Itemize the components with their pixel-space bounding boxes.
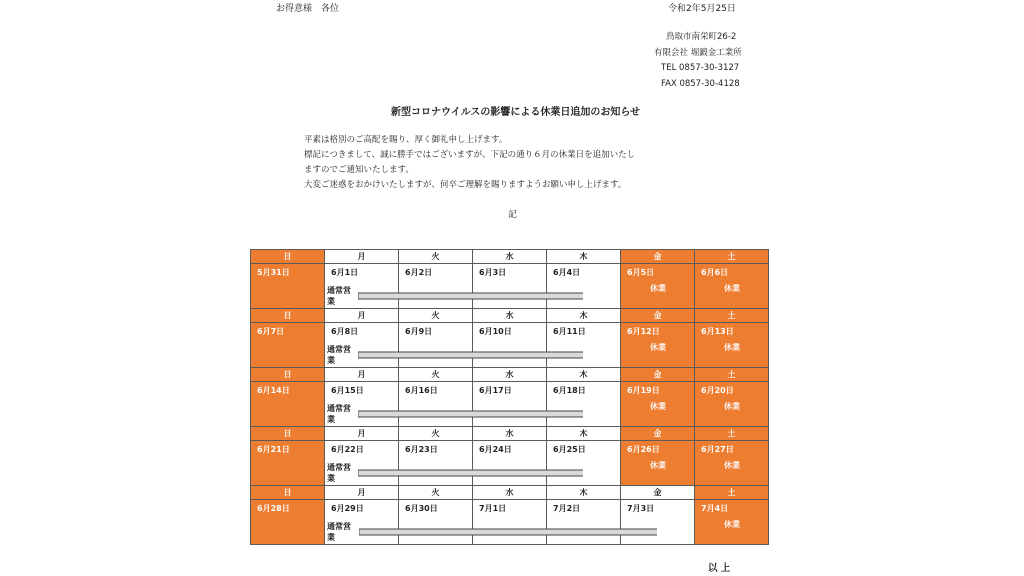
body-line: 大変ご迷惑をおかけいたしますが、何卒ご理解を賜りますようお願い申し上げます。: [304, 180, 627, 190]
closed-day-cell: [695, 323, 769, 368]
closed-day-cell: [695, 264, 769, 309]
weekday-header: 火: [399, 309, 473, 323]
business-label: 通常営業: [327, 404, 351, 424]
date-label: 6月6日: [701, 268, 729, 277]
date-label: 6月22日: [331, 445, 364, 454]
weekday-header: 木: [547, 368, 621, 382]
open-day-cell: [399, 264, 473, 309]
weekday-header: 日: [251, 309, 325, 323]
weekday-header: 土: [695, 309, 769, 323]
date-label: 6月23日: [405, 445, 438, 454]
closed-label: 休業: [724, 461, 740, 470]
date-label: 6月25日: [553, 445, 586, 454]
date-label: 6月20日: [701, 386, 734, 395]
weekday-header: 日: [251, 250, 325, 264]
date-label: 6月9日: [405, 327, 433, 336]
open-day-cell: [325, 500, 399, 545]
closed-day-cell: [621, 441, 695, 486]
date-label: 6月5日: [627, 268, 655, 277]
open-day-cell: [399, 323, 473, 368]
weekday-header: 月: [325, 309, 399, 323]
weekday-header: 金: [621, 309, 695, 323]
date-label: 6月2日: [405, 268, 433, 277]
weekday-header: 木: [547, 427, 621, 441]
recipient: お得意様 各位: [276, 4, 340, 14]
week-row: [251, 500, 769, 545]
weekday-header: 火: [399, 250, 473, 264]
weekday-header: 木: [547, 250, 621, 264]
date-label: 6月19日: [627, 386, 660, 395]
closed-label: 休業: [650, 284, 666, 293]
closed-label: 休業: [650, 402, 666, 411]
business-label: 通常営業: [327, 463, 351, 483]
open-day-cell: [547, 323, 621, 368]
date-label: 7月4日: [701, 504, 729, 513]
closed-day-cell: [695, 382, 769, 427]
document-date: 令和2年5月25日: [668, 4, 736, 14]
open-day-cell: [547, 382, 621, 427]
date-label: 6月29日: [331, 504, 364, 513]
date-label: 6月27日: [701, 445, 734, 454]
fax-number: FAX 0857-30-4128: [661, 78, 740, 89]
address-line: 鳥取市南栄町26-2: [666, 32, 737, 42]
body-line: 平素は格別のご高配を賜り、厚く御礼申し上げます。: [304, 135, 508, 145]
open-day-cell: [325, 264, 399, 309]
weekday-header: 火: [399, 368, 473, 382]
closing-mark: 以 上: [708, 563, 731, 574]
date-label: 6月10日: [479, 327, 512, 336]
closed-day-cell: [251, 323, 325, 368]
weekday-header: 月: [325, 250, 399, 264]
date-label: 6月8日: [331, 327, 359, 336]
open-day-cell: [399, 441, 473, 486]
business-label: 通常営業: [327, 345, 351, 365]
weekday-header: 日: [251, 486, 325, 500]
week-row: [251, 382, 769, 427]
weekday-header: 金: [621, 368, 695, 382]
date-label: 7月2日: [553, 504, 581, 513]
week-row: [251, 264, 769, 309]
weekday-header: 月: [325, 427, 399, 441]
open-day-cell: [399, 500, 473, 545]
open-day-cell: [621, 500, 695, 545]
date-label: 6月13日: [701, 327, 734, 336]
body-line: 標記につきまして、誠に勝手ではございますが、下記の通り６月の休業日を追加いたし: [304, 150, 636, 160]
company-name: 有限会社 堀鍛金工業所: [654, 47, 742, 58]
date-label: 6月1日: [331, 268, 359, 277]
weekday-header: 水: [473, 250, 547, 264]
weekday-header: 日: [251, 427, 325, 441]
weekday-header: 日: [251, 368, 325, 382]
open-day-cell: [473, 441, 547, 486]
weekday-header: 火: [399, 427, 473, 441]
closed-day-cell: [251, 382, 325, 427]
open-day-cell: [325, 323, 399, 368]
date-label: 6月21日: [257, 445, 290, 454]
date-label: 6月30日: [405, 504, 438, 513]
weekday-header: 金: [621, 250, 695, 264]
closed-day-cell: [621, 382, 695, 427]
date-label: 6月7日: [257, 327, 285, 336]
weekday-header: 土: [695, 368, 769, 382]
weekday-header-row: [251, 250, 769, 264]
week-row: [251, 441, 769, 486]
holiday-calendar: [250, 249, 769, 545]
weekday-header: 土: [695, 486, 769, 500]
weekday-header: 土: [695, 427, 769, 441]
date-label: 6月28日: [257, 504, 290, 513]
open-day-cell: [473, 382, 547, 427]
date-label: 6月11日: [553, 327, 586, 336]
closed-day-cell: [251, 441, 325, 486]
closed-label: 休業: [724, 284, 740, 293]
date-label: 6月12日: [627, 327, 660, 336]
closed-day-cell: [695, 441, 769, 486]
weekday-header: 月: [325, 486, 399, 500]
ki-marker: 記: [508, 210, 518, 220]
weekday-header: 木: [547, 486, 621, 500]
closed-day-cell: [621, 323, 695, 368]
date-label: 6月26日: [627, 445, 660, 454]
notice-title: 新型コロナウイルスの影響による休業日追加のお知らせ: [391, 107, 641, 118]
weekday-header: 月: [325, 368, 399, 382]
notice-body: [304, 133, 635, 193]
business-label: 通常営業: [327, 522, 351, 542]
date-label: 6月4日: [553, 268, 581, 277]
open-day-cell: [473, 323, 547, 368]
closed-day-cell: [251, 500, 325, 545]
closed-day-cell: [251, 264, 325, 309]
weekday-header-row: [251, 368, 769, 382]
open-day-cell: [325, 382, 399, 427]
date-label: 6月18日: [553, 386, 586, 395]
date-label: 7月3日: [627, 504, 655, 513]
date-label: 6月14日: [257, 386, 290, 395]
weekday-header: 木: [547, 309, 621, 323]
weekday-header: 土: [695, 250, 769, 264]
weekday-header-row: [251, 309, 769, 323]
date-label: 6月17日: [479, 386, 512, 395]
weekday-header: 水: [473, 309, 547, 323]
weekday-header: 金: [621, 427, 695, 441]
closed-label: 休業: [650, 343, 666, 352]
closed-label: 休業: [724, 402, 740, 411]
open-day-cell: [547, 264, 621, 309]
business-label: 通常営業: [327, 286, 351, 306]
date-label: 7月1日: [479, 504, 507, 513]
weekday-header: 火: [399, 486, 473, 500]
open-day-cell: [547, 500, 621, 545]
closed-label: 休業: [724, 343, 740, 352]
open-day-cell: [473, 264, 547, 309]
weekday-header: 金: [621, 486, 695, 500]
closed-label: 休業: [650, 461, 666, 470]
date-label: 6月16日: [405, 386, 438, 395]
weekday-header-row: [251, 486, 769, 500]
sender-address: [654, 30, 742, 92]
closed-label: 休業: [724, 520, 740, 529]
weekday-header: 水: [473, 368, 547, 382]
week-row: [251, 323, 769, 368]
body-line: ますのでご通知いたします。: [304, 165, 414, 175]
date-label: 6月24日: [479, 445, 512, 454]
open-day-cell: [399, 382, 473, 427]
date-label: 5月31日: [257, 268, 290, 277]
date-label: 6月3日: [479, 268, 507, 277]
closed-day-cell: [695, 500, 769, 545]
weekday-header: 水: [473, 427, 547, 441]
tel-number: TEL 0857-30-3127: [661, 63, 740, 73]
open-day-cell: [547, 441, 621, 486]
date-label: 6月15日: [331, 386, 364, 395]
weekday-header-row: [251, 427, 769, 441]
weekday-header: 水: [473, 486, 547, 500]
closed-day-cell: [621, 264, 695, 309]
open-day-cell: [473, 500, 547, 545]
open-day-cell: [325, 441, 399, 486]
